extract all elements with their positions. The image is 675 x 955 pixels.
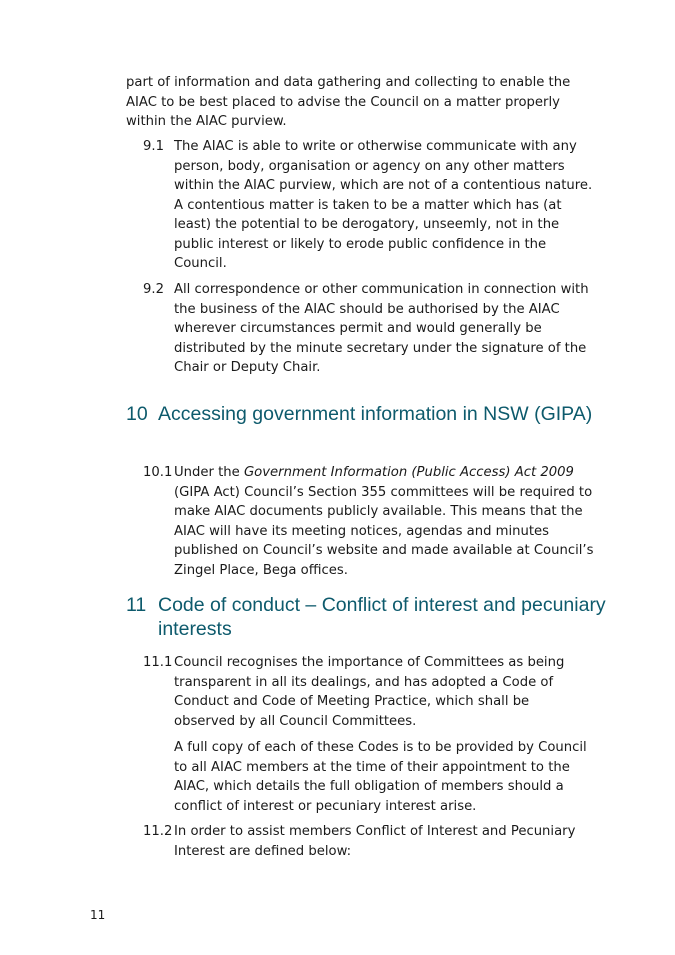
- section-10-heading: [126, 403, 606, 427]
- clause-10-1: [143, 463, 603, 580]
- clause-11-1: [143, 653, 603, 731]
- clause-text: In order to assist members Conflict of Interest and Pecuniary Interest are defined below:: [174, 824, 576, 859]
- section-11-heading: [126, 594, 606, 641]
- section-number: 10: [126, 403, 148, 425]
- clause-text-part: (GIPA Act) Council’s Section 355 committees will be required to make AIAC documents publicly available. This means that the AIAC will have its meeting notices, agendas and minutes published on Council’s website and made available at Council’s Zingel Place, Bega offices.: [174, 484, 594, 578]
- section-title: Accessing government information in NSW (GIPA): [158, 403, 593, 425]
- clause-9-1: [143, 137, 603, 274]
- section-number: 11: [126, 594, 147, 616]
- act-title: Government Information (Public Access) Act 2009: [243, 465, 574, 480]
- page-number: 11: [90, 908, 106, 922]
- clause-11-2: [143, 822, 603, 861]
- clause-number: 9.1: [143, 139, 164, 154]
- clause-number: 9.2: [143, 282, 164, 297]
- clause-9-2: [143, 280, 603, 378]
- clause-text: [174, 463, 594, 580]
- clause-number: 10.1: [143, 465, 173, 480]
- clause-number: 11.1: [143, 655, 173, 670]
- clause-text: Council recognises the importance of Committees as being transparent in all its dealings, and has adopted a Code of Conduct and Code of Meeting Practice, which shall be observed by all Council Committees.: [174, 655, 565, 729]
- intro-paragraph: part of information and data gathering and collecting to enable the AIAC to be best placed to advise the Council on a matter properly within the AIAC purview.: [126, 75, 571, 129]
- clause-11-1-continuation: A full copy of each of these Codes is to be provided by Council to all AIAC members at the time of their appointment to the AIAC, which details the full obligation of members should a conflict of interest or pecuniary interest arise.: [174, 740, 587, 814]
- section-title: Code of conduct – Conflict of interest and pecuniary interests: [158, 594, 606, 640]
- clause-text: The AIAC is able to write or otherwise communicate with any person, body, organisation or agency on any other matters within the AIAC purview, which are not of a contentious nature. A contentious matter is taken to be a matter which has (at least) the potential to be derogatory, unseemly, not in the public interest or likely to erode public confidence in the Council.: [174, 139, 593, 271]
- clause-number: 11.2: [143, 824, 173, 839]
- clause-text-part: Under the: [174, 465, 244, 480]
- clause-text: All correspondence or other communication in connection with the business of the AIAC should be authorised by the AIAC wherever circumstances permit and would generally be distributed by the minute secretary under the signature of the Chair or Deputy Chair.: [174, 282, 589, 375]
